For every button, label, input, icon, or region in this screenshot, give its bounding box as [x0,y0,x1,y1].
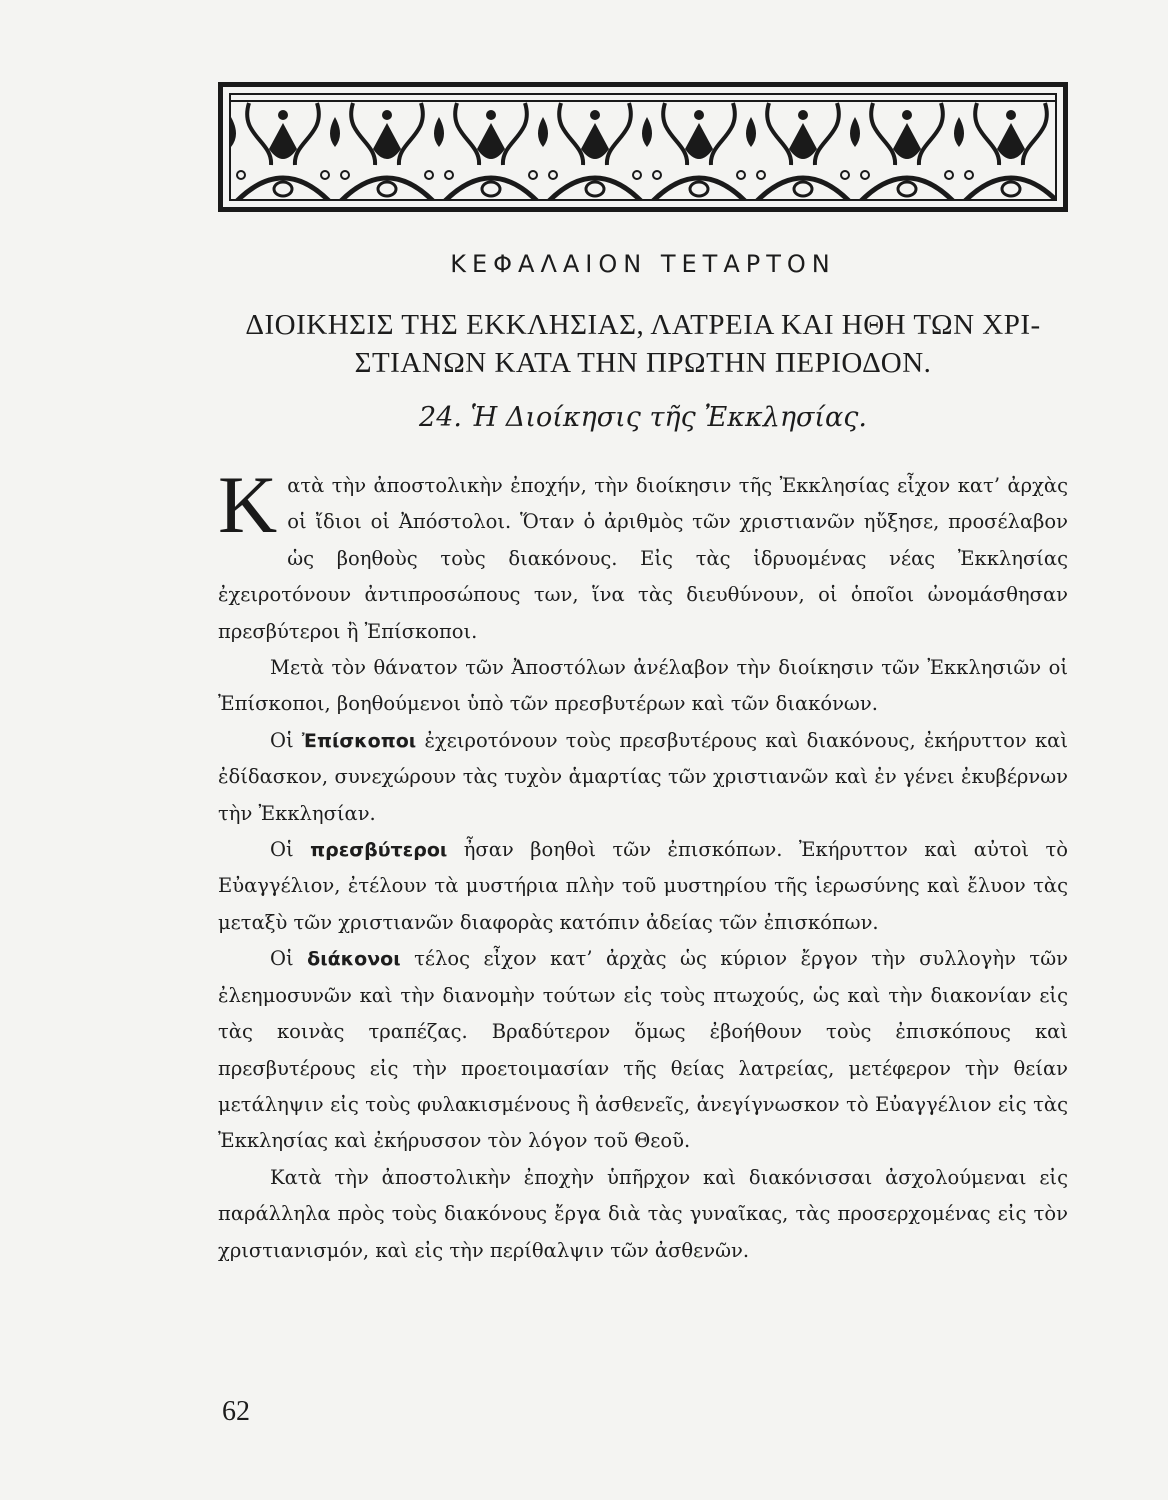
term-presbyteroi: πρεσβύτεροι [310,839,448,862]
paragraph-4-lead: Οἱ [270,838,311,862]
paragraph-5-text: τέλος εἶχον κατ’ ἀρχὰς ὡς κύριον ἔργον τὴν συλλογὴν τῶν ἐλεημοσυνῶν καὶ τὴν διανομὴν τούτων εἰς τοὺς πτωχούς, ὡς καὶ τὴν διακονίαν εἰς τὰς κοινὰς τραπέζας. Βραδύτερον ὅμως ἐβοήθουν τοὺς ἐπισκόπους καὶ πρεσβυτέρους εἰς τὴν προετοιμασίαν τῆς θείας λατρείας, μετέφερον τὴν θείαν μετάληψιν εἰς τοὺς φυλακισμένους ἢ ἀσθενεῖς, ἀνεγίγνωσκον τὸ Εὐαγγέλιον εἰς τὰς Ἐκκλησίας καὶ ἐκήρυσσον τὸν λόγον τοῦ Θεοῦ. [218,947,1068,1153]
ornament-frame [229,93,1057,201]
term-diakonoi: διάκονοι [307,948,401,971]
paragraph-5 [218,941,1068,1159]
chapter-title-line-1: ΔΙΟΙΚΗΣΙΣ ΤΗΣ ΕΚΚΛΗΣΙΑΣ, ΛΑΤΡΕΙΑ ΚΑΙ ΗΘΗ ΤΩΝ ΧΡΙ- [245,309,1041,341]
term-episkopoi: Ἐπίσκοποι [301,729,417,752]
page-number: 62 [222,1396,250,1427]
paragraph-1 [218,459,1068,650]
paragraph-5-lead: Οἱ [270,947,308,971]
paragraph-1-text: ατὰ τὴν ἀποστολικὴν ἐποχήν, τὴν διοίκησιν τῆς Ἐκκλησίας εἶχον κατ’ ἀρχὰς οἱ ἴδιοι οἱ Ἀπόστολοι. Ὅταν ὁ ἀριθμὸς τῶν χριστιανῶν ηὔξησε, προσέλαβον ὡς βοηθοὺς τοὺς διακόνους. Εἰς τὰς ἱδρυομένας νέας Ἐκκλησίας ἐχειροτόνουν ἀντιπροσώπους των, ἵνα τὰς διευθύνουν, οἱ ὁποῖοι ὠνομάσθησαν πρεσβύτεροι ἢ Ἐπίσκοποι. [218,474,1068,643]
chapter-label: ΚΕΦΑΛΑΙΟΝ ΤΕΤΑΡΤΟΝ [450,250,836,278]
paragraph-3-text: ἐχειροτόνουν τοὺς πρεσβυτέρους καὶ διακόνους, ἐκήρυττον καὶ ἐδίδασκον, συνεχώρουν τὰς τυχὸν ἁμαρτίας τῶν χριστιανῶν καὶ ἐν γένει ἐκυβέρνων τὴν Ἐκκλησίαν. [218,728,1068,825]
paragraph-3-lead: Οἱ [270,728,302,752]
palmette-frieze-icon [231,95,1057,201]
chapter-title-line-2: ΣΤΙΑΝΩΝ ΚΑΤΑ ΤΗΝ ΠΡΩΤΗΝ ΠΕΡΙΟΔΟΝ. [354,347,932,379]
paragraph-4 [218,832,1068,941]
paragraph-4-text: ἦσαν βοηθοὶ τῶν ἐπισκόπων. Ἐκήρυττον καὶ αὐτοὶ τὸ Εὐαγγέλιον, ἐτέλουν τὰ μυστήρια πλὴν τοῦ μυστηρίου τῆς ἱερωσύνης καὶ ἔλυον τὰς μεταξὺ τῶν χριστιανῶν διαφορὰς κατόπιν ἀδείας τῶν ἐπισκόπων. [218,838,1068,934]
chapter-title [218,306,1068,382]
paragraph-6: Κατὰ τὴν ἀποστολικὴν ἐποχὴν ὑπῆρχον καὶ διακόνισσαι ἀσχολούμεναι εἰς παράλληλα πρὸς τοὺς διακόνους ἔργα διὰ τὰς γυναῖκας, τὰς προσερχομένας εἰς τὸν χριστιανισμόν, καὶ εἰς τὴν περίθαλψιν τῶν ἀσθενῶν. [218,1165,1068,1262]
ornamental-header-band [218,82,1068,212]
paragraph-3 [218,723,1068,832]
drop-cap: Κ [218,459,278,550]
body-text [218,459,1068,1269]
section-title: 24. Ἡ Διοίκησις τῆς Ἐκκλησίας. [419,402,867,433]
paragraph-2: Μετὰ τὸν θάνατον τῶν Ἀποστόλων ἀνέλαβον τὴν διοίκησιν τῶν Ἐκκλησιῶν οἱ Ἐπίσκοποι, βοηθούμενοι ὑπὸ τῶν πρεσβυτέρων καὶ τῶν διακόνων. [218,656,1068,716]
